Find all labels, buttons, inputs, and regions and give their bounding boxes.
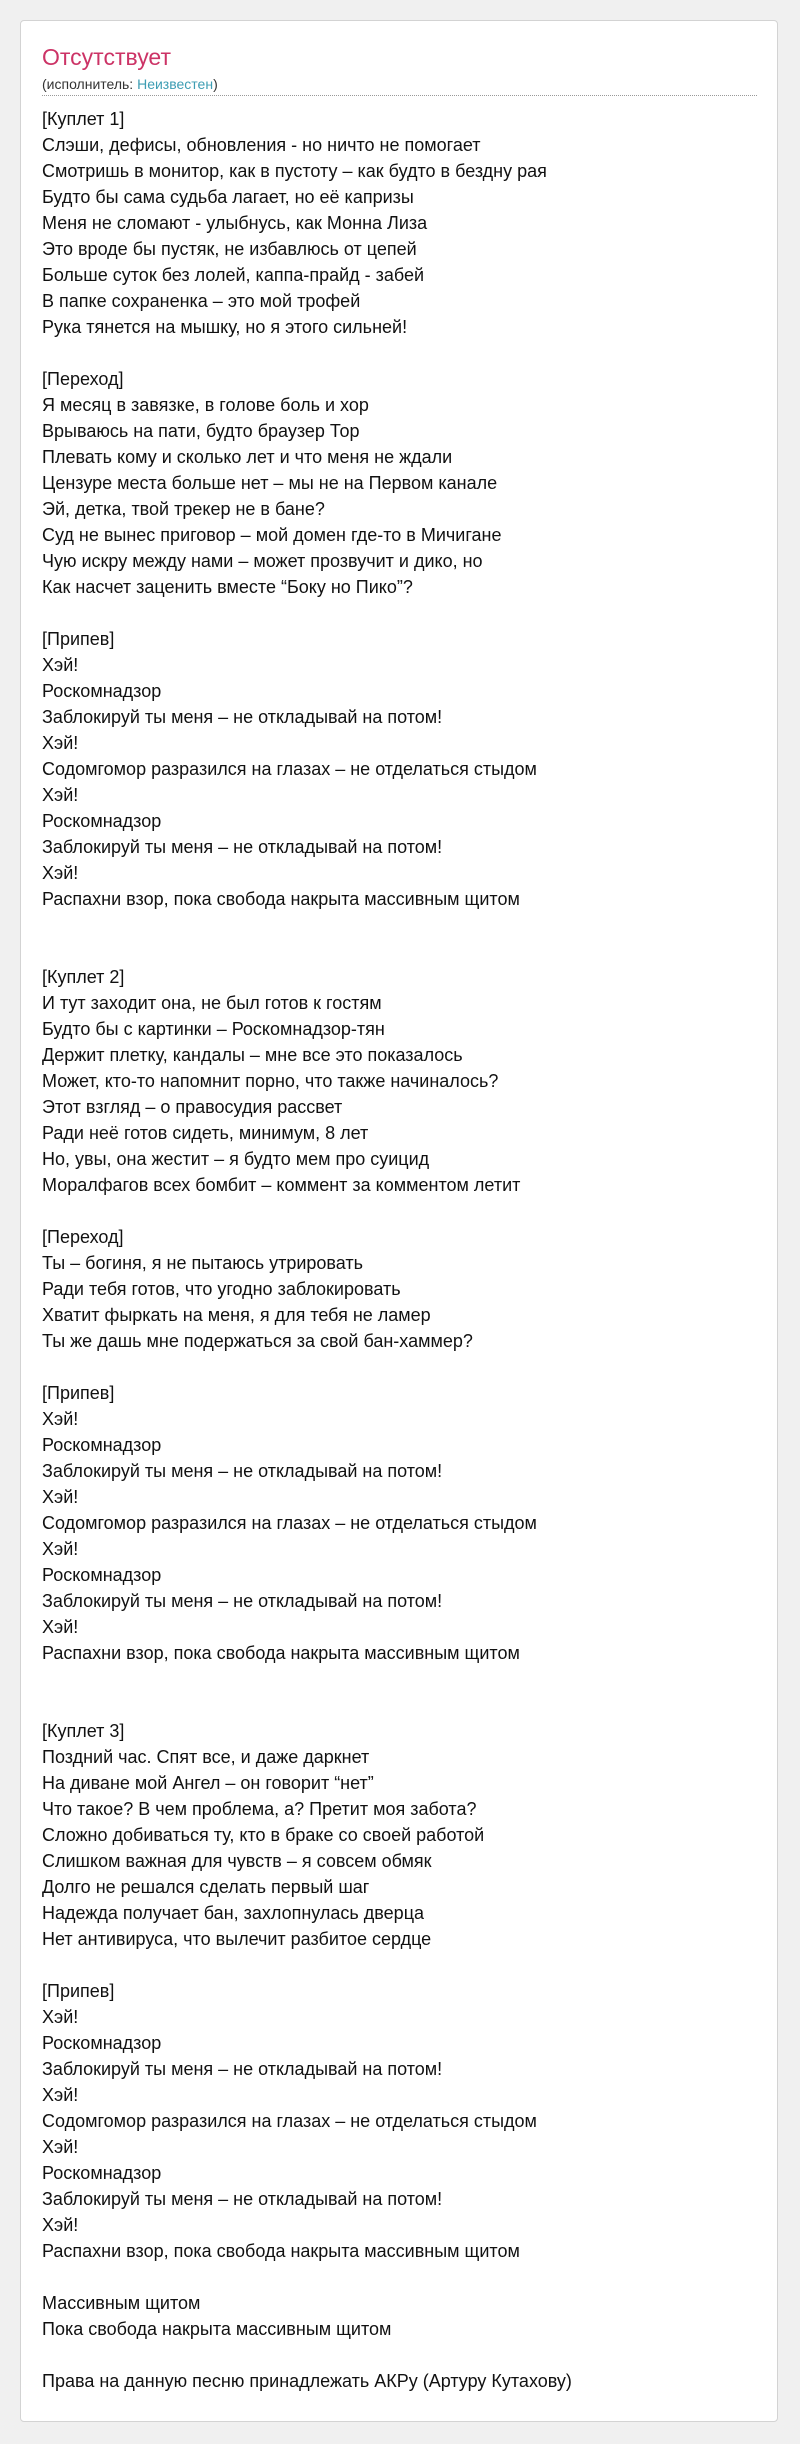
lyric-line: Эй, детка, твой трекер не в бане? — [42, 499, 325, 519]
lyric-line: Хэй! — [42, 655, 79, 675]
lyric-line — [42, 1952, 757, 1978]
lyric-line: Смотришь в монитор, как в пустоту – как будто в бездну рая — [42, 161, 547, 181]
artist-suffix: ) — [213, 76, 218, 92]
lyric-line: Хэй! — [42, 2137, 79, 2157]
lyric-line: Это вроде бы пустяк, не избавлюсь от цепей — [42, 239, 417, 259]
lyric-line: Заблокируй ты меня – не откладывай на потом! — [42, 707, 443, 727]
lyric-line: Роскомнадзор — [42, 811, 162, 831]
lyric-line: Содомгомор разразился на глазах – не отделаться стыдом — [42, 759, 537, 779]
lyric-line — [42, 1692, 757, 1718]
lyric-line: Ради неё готов сидеть, минимум, 8 лет — [42, 1123, 369, 1143]
lyric-line: [Переход] — [42, 1227, 124, 1247]
lyric-line: Хэй! — [42, 2007, 79, 2027]
lyric-line: [Куплет 3] — [42, 1721, 125, 1741]
lyric-line: Как насчет заценить вместе “Боку но Пико”? — [42, 577, 413, 597]
lyric-line — [42, 1354, 757, 1380]
lyric-line — [42, 2264, 757, 2290]
lyric-line: Надежда получает бан, захлопнулась дверца — [42, 1903, 425, 1923]
lyric-line: Хэй! — [42, 2215, 79, 2235]
lyric-line: [Припев] — [42, 1383, 115, 1403]
lyric-line: Будто бы сама судьба лагает, но её капризы — [42, 187, 414, 207]
lyric-line: Может, кто-то напомнит порно, что также начиналось? — [42, 1071, 499, 1091]
lyric-line: Больше суток без лолей, каппа-прайд - забей — [42, 265, 425, 285]
lyric-line: Сложно добиваться ту, кто в браке со своей работой — [42, 1825, 485, 1845]
lyric-line: Роскомнадзор — [42, 1565, 162, 1585]
lyric-line: Хэй! — [42, 733, 79, 753]
lyric-line — [42, 600, 757, 626]
lyric-line: Будто бы с картинки – Роскомнадзор-тян — [42, 1019, 385, 1039]
lyric-line: Заблокируй ты меня – не откладывай на потом! — [42, 1591, 443, 1611]
lyric-line: Заблокируй ты меня – не откладывай на потом! — [42, 1461, 443, 1481]
lyric-line — [42, 938, 757, 964]
lyrics-text — [42, 106, 757, 2394]
artist-prefix: (исполнитель: — [42, 76, 138, 92]
lyric-line: Хватит фыркать на меня, я для тебя не ламер — [42, 1305, 431, 1325]
lyric-line: Слишком важная для чувств – я совсем обмяк — [42, 1851, 432, 1871]
lyric-line: [Припев] — [42, 1981, 115, 2001]
lyric-line: Хэй! — [42, 1539, 79, 1559]
lyric-line: Ради тебя готов, что угодно заблокировать — [42, 1279, 401, 1299]
lyric-line: И тут заходит она, не был готов к гостям — [42, 993, 382, 1013]
lyric-line: [Куплет 1] — [42, 109, 125, 129]
lyric-line: Чую искру между нами – может прозвучит и дико, но — [42, 551, 483, 571]
lyric-line: Заблокируй ты меня – не откладывай на потом! — [42, 837, 443, 857]
lyric-line: Массивным щитом — [42, 2293, 201, 2313]
lyric-line — [42, 1666, 757, 1692]
lyric-line: Моралфагов всех бомбит – коммент за комментом летит — [42, 1175, 521, 1195]
lyric-line: Роскомнадзор — [42, 2163, 162, 2183]
lyric-line: Хэй! — [42, 785, 79, 805]
song-title: Отсутствует — [42, 44, 171, 70]
lyric-line: Долго не решался сделать первый шаг — [42, 1877, 370, 1897]
lyric-line: Цензуре места больше нет – мы не на Первом канале — [42, 473, 498, 493]
lyric-line: Хэй! — [42, 1409, 79, 1429]
lyric-line — [42, 1198, 757, 1224]
header-divider — [42, 95, 757, 96]
lyric-line: [Припев] — [42, 629, 115, 649]
lyric-line: Роскомнадзор — [42, 681, 162, 701]
lyric-line: Держит плетку, кандалы – мне все это показалось — [42, 1045, 463, 1065]
lyric-line: Меня не сломают - улыбнусь, как Монна Лиза — [42, 213, 428, 233]
lyric-line: Ты же дашь мне подержаться за свой бан-хаммер? — [42, 1331, 473, 1351]
lyric-line — [42, 912, 757, 938]
lyric-line: Суд не вынес приговор – мой домен где-то в Мичигане — [42, 525, 502, 545]
lyric-line: Хэй! — [42, 1617, 79, 1637]
lyric-line: Распахни взор, пока свобода накрыта массивным щитом — [42, 2241, 520, 2261]
lyric-line: Плевать кому и сколько лет и что меня не ждали — [42, 447, 453, 467]
lyric-line: Этот взгляд – о правосудия рассвет — [42, 1097, 343, 1117]
lyric-line: [Куплет 2] — [42, 967, 125, 987]
lyric-line — [42, 2342, 757, 2368]
lyric-line: Хэй! — [42, 2085, 79, 2105]
lyric-line: [Переход] — [42, 369, 124, 389]
lyric-line: Хэй! — [42, 1487, 79, 1507]
lyric-line: Заблокируй ты меня – не откладывай на потом! — [42, 2059, 443, 2079]
lyric-line: Роскомнадзор — [42, 1435, 162, 1455]
artist-line — [42, 75, 757, 93]
artist-link[interactable]: Неизвестен — [137, 76, 214, 92]
lyric-line: Но, увы, она жестит – я будто мем про суицид — [42, 1149, 430, 1169]
lyric-line: Распахни взор, пока свобода накрыта массивным щитом — [42, 1643, 520, 1663]
lyric-line: Ты – богиня, я не пытаюсь утрировать — [42, 1253, 364, 1273]
lyric-line: Пока свобода накрыта массивным щитом — [42, 2319, 392, 2339]
lyric-line: Поздний час. Спят все, и даже даркнет — [42, 1747, 370, 1767]
lyric-line: Содомгомор разразился на глазах – не отделаться стыдом — [42, 2111, 537, 2131]
lyric-line: В папке сохраненка – это мой трофей — [42, 291, 361, 311]
lyric-line: Врываюсь на пати, будто браузер Тор — [42, 421, 360, 441]
lyrics-page — [20, 20, 778, 2422]
lyric-line: Хэй! — [42, 863, 79, 883]
lyric-line: Нет антивируса, что вылечит разбитое сердце — [42, 1929, 432, 1949]
lyric-line: Рука тянется на мышку, но я этого сильней! — [42, 317, 408, 337]
lyric-line: Я месяц в завязке, в голове боль и хор — [42, 395, 369, 415]
lyric-line: Содомгомор разразился на глазах – не отделаться стыдом — [42, 1513, 537, 1533]
lyric-line: Что такое? В чем проблема, а? Претит моя забота? — [42, 1799, 477, 1819]
lyric-line: Заблокируй ты меня – не откладывай на потом! — [42, 2189, 443, 2209]
lyric-line — [42, 340, 757, 366]
lyric-line: На диване мой Ангел – он говорит “нет” — [42, 1773, 374, 1793]
lyric-line: Слэши, дефисы, обновления - но ничто не помогает — [42, 135, 481, 155]
lyric-line: Права на данную песню принадлежать АКРу (Артуру Кутахову) — [42, 2371, 572, 2391]
lyric-line: Распахни взор, пока свобода накрыта массивным щитом — [42, 889, 520, 909]
lyric-line: Роскомнадзор — [42, 2033, 162, 2053]
